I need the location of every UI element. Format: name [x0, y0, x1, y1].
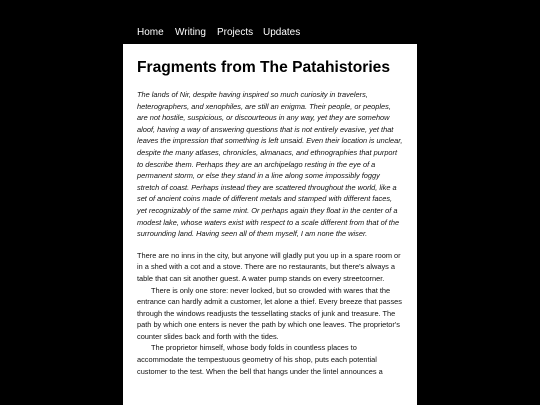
- nav-link-writing[interactable]: Writing: [175, 27, 206, 38]
- article-panel: [123, 44, 417, 405]
- nav-link-updates[interactable]: Updates: [263, 27, 301, 38]
- article-content: [123, 44, 417, 377]
- top-navigation: [0, 0, 540, 44]
- nav-link-home[interactable]: Home: [137, 27, 164, 38]
- article-paragraph: There are no inns in the city, but anyone will gladly put you up in a spare room or in a shed with a cot and a stove. There are no restaurants, but there's always a table that can sit another guest. A water pump stands on every streetcorner.: [137, 250, 401, 283]
- article-title: Fragments from The Patahistories: [137, 59, 391, 76]
- article-paragraph: The proprietor himself, whose body folds in countless places to accommodate the tempestuous geometry of his shop, puts each potential customer to the test. When the bell that hangs under the lintel announces a: [137, 343, 383, 376]
- article-intro: The lands of Nir, despite having inspired so much curiosity in travelers, heterographers, and xenophiles, are still an enigma. Their people, or peoples, are not hostile, suspicious, or discourteous in any way, yet they are somehow aloof, having a way of answering questions that is not entirely evasive, yet that leaves the impression that something is left unsaid. Even their location is unclear, despite the many atlases, chronicles, almanacs, and ethnographies that purport to describe them. Perhaps they are an archipelago resting in the eye of a permanent storm, or else they stand in a line along some impossibly foggy stretch of coast. Perhaps instead they are scattered throughout the world, like a set of ancient coins made of different metals and stamped with different faces, yet recognizably of the same mint. Or perhaps again they float in the center of a modest lake, whose waters exist with respect to a scale different from that of the surrounding land. Having seen all of them myself, I am none the wiser.: [137, 90, 403, 239]
- article-paragraph: There is only one store: never locked, but so crowded with wares that the entrance can hardly admit a customer, let alone a thief. Every breeze that passes through the windows readjusts the tessellating stacks of junk and treasure. The path by which one enters is never the path by which one leaves. The proprietor's counter slides back and forth with the tides.: [137, 285, 402, 341]
- nav-link-projects[interactable]: Projects: [217, 27, 254, 38]
